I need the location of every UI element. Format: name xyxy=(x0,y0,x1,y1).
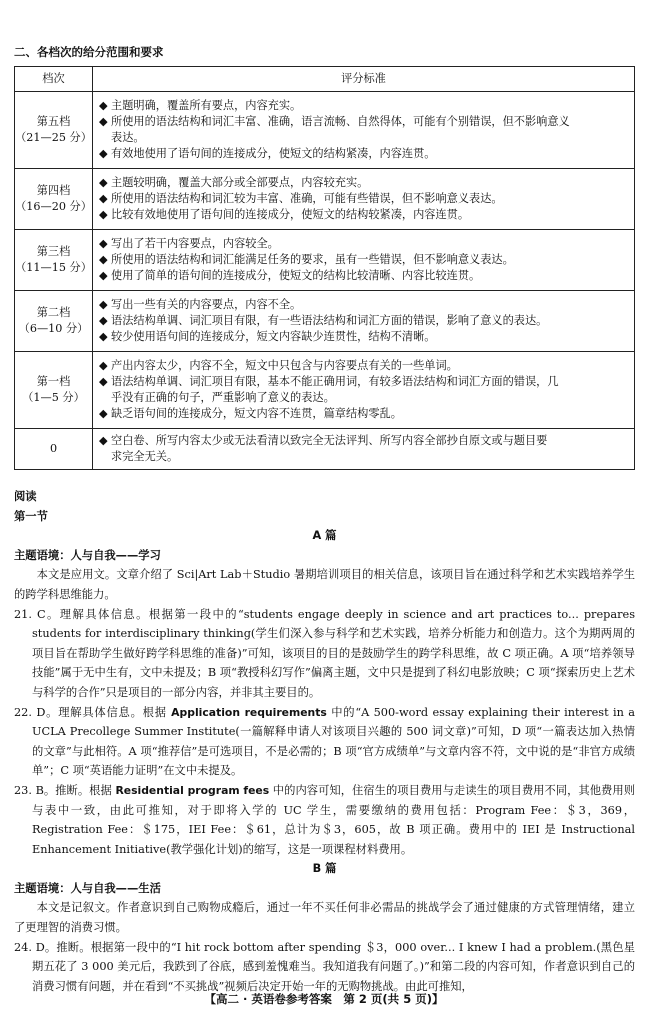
criteria-item: ◆ 写出一些有关的内容要点，内容不全。 xyxy=(99,298,302,311)
diamond-bullet-icon: ◆ xyxy=(99,330,108,343)
level-cell xyxy=(15,352,93,429)
table-row xyxy=(15,92,635,169)
level-range: （16—20 分） xyxy=(15,200,92,213)
level-name: 第二档 xyxy=(36,306,71,319)
level-name: 第四档 xyxy=(36,184,71,197)
table-row xyxy=(15,429,635,470)
criteria-item: ◆ 所使用的语法结构和词汇能满足任务的要求，虽有一些错误，但不影响意义表达。 xyxy=(99,253,514,266)
passage-b-theme: 主题语境：人与自我——生活 xyxy=(14,881,161,895)
diamond-bullet-icon: ◆ xyxy=(99,434,108,447)
criteria-item: ◆ 产出内容太少，内容不全，短文中只包含与内容要点有关的一些单词。 xyxy=(99,359,458,372)
section-heading: 二、各档次的给分范围和要求 xyxy=(14,45,164,59)
criteria-item: ◆ 空白卷、所写内容太少或无法看清以致完全无法评判、所写内容全部抄自原文或与题目要 xyxy=(99,434,548,447)
reading-heading: 阅读 xyxy=(14,490,37,503)
level-range: （1—5 分） xyxy=(22,391,85,404)
criteria-item: ◆ 比较有效地使用了语句间的连接成分，使短文的结构较紧凑，内容连贯。 xyxy=(99,208,470,221)
diamond-bullet-icon: ◆ xyxy=(99,359,108,372)
passage-a-title: A 篇 xyxy=(312,529,337,543)
answer-23-keyword: Residential program fees xyxy=(115,783,270,797)
table-row xyxy=(15,352,635,429)
criteria-item: ◆ 语法结构单调、词汇项目有限，有一些语法结构和词汇方面的错误，影响了意义的表达。 xyxy=(99,314,548,327)
page-footer: 【高二 · 英语卷参考答案 第 2 页(共 5 页)】 xyxy=(204,992,444,1006)
table-row xyxy=(15,291,635,352)
level-range: （11—15 分） xyxy=(15,261,92,274)
level-name: 第三档 xyxy=(36,245,71,258)
diamond-bullet-icon: ◆ xyxy=(99,298,108,311)
criteria-item: ◆ 较少使用语句间的连接成分，短文内容缺少连贯性，结构不清晰。 xyxy=(99,330,436,343)
answer-21: 21. C。理解具体信息。根据第一段中的“students engage deeply in science and art practices to... prepares students for interdisciplinary thinking(学生们深入参与科学和艺术实践，培养分析能力和创造力。这个为期两周的项目旨在帮助学生做好跨学科思维的准备)”可知，该项目的目的是鼓励学生的跨学科思维，故 C 项正确。A 项“培养领导技能”属于无中生有，文中未提及；B 项“教授科幻写作”偏离主题，文中只是提到了科幻电影放映；C 项“探索历史上艺术与科学的合作”只是项目的一部分内容，并非其主要目的。 xyxy=(14,607,635,699)
criteria-item: ◆ 使用了简单的语句间的连接成分，使短文的结构比较清晰、内容比较连贯。 xyxy=(99,269,481,282)
passage-a-theme: 主题语境：人与自我——学习 xyxy=(14,548,161,562)
table-row xyxy=(15,230,635,291)
diamond-bullet-icon: ◆ xyxy=(99,176,108,189)
answer-23: 23. B。推断。根据 Residential program fees 中的内容可知，住宿生的项目费用与走读生的项目费用不同，其他费用则与表中一致，由此可推知，对于即将入学的 UC 学生，需要缴纳的费用包括：Program Fee：＄3，369，Registration Fee：＄175，IEI Fee：＄61，总计为＄3，605，故 B 项正确。费用中的 IEI 是 Instructional Enhancement Initiative(教学强化计划)的缩写，这是一项课程材料费用。 xyxy=(14,783,635,856)
criteria-item: ◆ 主题明确，覆盖所有要点，内容充实。 xyxy=(99,99,302,112)
criteria-item-continued: 表达。 xyxy=(111,131,145,144)
diamond-bullet-icon: ◆ xyxy=(99,314,108,327)
criteria-cell xyxy=(93,169,635,230)
criteria-item: ◆ 主题较明确，覆盖大部分或全部要点，内容较充实。 xyxy=(99,176,369,189)
criteria-item-continued: 乎没有正确的句子，严重影响了意义的表达。 xyxy=(111,391,335,404)
criteria-cell xyxy=(93,291,635,352)
answer-24: 24. D。推断。根据第一段中的“I hit rock bottom after spending ＄3，000 over... I knew I had a problem.(黑色星期五花了 3 000 美元后，我跌到了谷底，感到羞愧难当。我知道我有问题了。)”和第二段的内容可知，作者意识到自己的消费习惯有问题，并在看到“不买挑战”视频后决定开始一年的无购物挑战。由此可推知， xyxy=(14,940,635,993)
answer-22: 22. D。理解具体信息。根据 Application requirements 中的“A 500-word essay explaining their interest in a UCLA Precollege Summer Institute(一篇解释申请人对该项目兴趣的 500 词文章)”可知，D 项“一篇表达加入热情的文章”与此相符。A 项“推荐信”是可选项目，不是必需的；B 项“官方成绩单”与文章内容不符，文中说的是“非官方成绩单”；C 项“英语能力证明”在文中未提及。 xyxy=(14,705,635,778)
diamond-bullet-icon: ◆ xyxy=(99,147,108,160)
diamond-bullet-icon: ◆ xyxy=(99,407,108,420)
criteria-item: ◆ 写出了若干内容要点，内容较全。 xyxy=(99,237,279,250)
criteria-item: ◆ 所使用的语法结构和词汇较为丰富、准确，可能有些错误，但不影响意义表达。 xyxy=(99,192,503,205)
diamond-bullet-icon: ◆ xyxy=(99,208,108,221)
diamond-bullet-icon: ◆ xyxy=(99,192,108,205)
answer-22-keyword: Application requirements xyxy=(171,705,327,719)
header-criteria: 评分标准 xyxy=(93,67,635,92)
passage-b-title: B 篇 xyxy=(312,862,337,876)
level-cell xyxy=(15,291,93,352)
header-level: 档次 xyxy=(15,67,93,92)
level-cell xyxy=(15,169,93,230)
criteria-item: ◆ 缺乏语句间的连接成分，短文内容不连贯，篇章结构零乱。 xyxy=(99,407,402,420)
level-cell xyxy=(15,429,93,470)
diamond-bullet-icon: ◆ xyxy=(99,375,108,388)
criteria-item: ◆ 有效地使用了语句间的连接成分，使短文的结构紧凑，内容连贯。 xyxy=(99,147,436,160)
table-row xyxy=(15,169,635,230)
diamond-bullet-icon: ◆ xyxy=(99,253,108,266)
criteria-item-continued: 求完全无关。 xyxy=(111,450,179,463)
criteria-item: ◆ 语法结构单调、词汇项目有限，基本不能正确用词，有较多语法结构和词汇方面的错误，几 xyxy=(99,375,559,388)
level-cell xyxy=(15,92,93,169)
passage-b-summary: 本文是记叙文。作者意识到自己购物成瘾后，通过一年不买任何非必需品的挑战学会了通过健康的方式管理情绪，建立了更理智的消费习惯。 xyxy=(14,901,635,935)
criteria-cell xyxy=(93,92,635,169)
grading-table xyxy=(14,66,635,470)
criteria-cell xyxy=(93,429,635,470)
reading-section xyxy=(14,487,635,996)
criteria-cell xyxy=(93,230,635,291)
passage-a-summary: 本文是应用文。文章介绍了 Sci|Art Lab＋Studio 暑期培训项目的相关信息，该项目旨在通过科学和艺术实践培养学生的跨学科思维能力。 xyxy=(14,568,635,601)
diamond-bullet-icon: ◆ xyxy=(99,237,108,250)
diamond-bullet-icon: ◆ xyxy=(99,269,108,282)
level-name: 第一档 xyxy=(36,375,71,388)
table-header-row xyxy=(15,67,635,92)
diamond-bullet-icon: ◆ xyxy=(99,99,108,112)
criteria-cell xyxy=(93,352,635,429)
criteria-item: ◆ 所使用的语法结构和词汇丰富、准确，语言流畅、自然得体，可能有个别错误，但不影响意义 xyxy=(99,115,570,128)
level-name: 0 xyxy=(49,442,58,455)
level-range: （21—25 分） xyxy=(15,131,92,144)
diamond-bullet-icon: ◆ xyxy=(99,115,108,128)
level-name: 第五档 xyxy=(36,115,71,128)
level-range: （6—10 分） xyxy=(18,322,89,335)
level-cell xyxy=(15,230,93,291)
section1-heading: 第一节 xyxy=(14,509,48,523)
